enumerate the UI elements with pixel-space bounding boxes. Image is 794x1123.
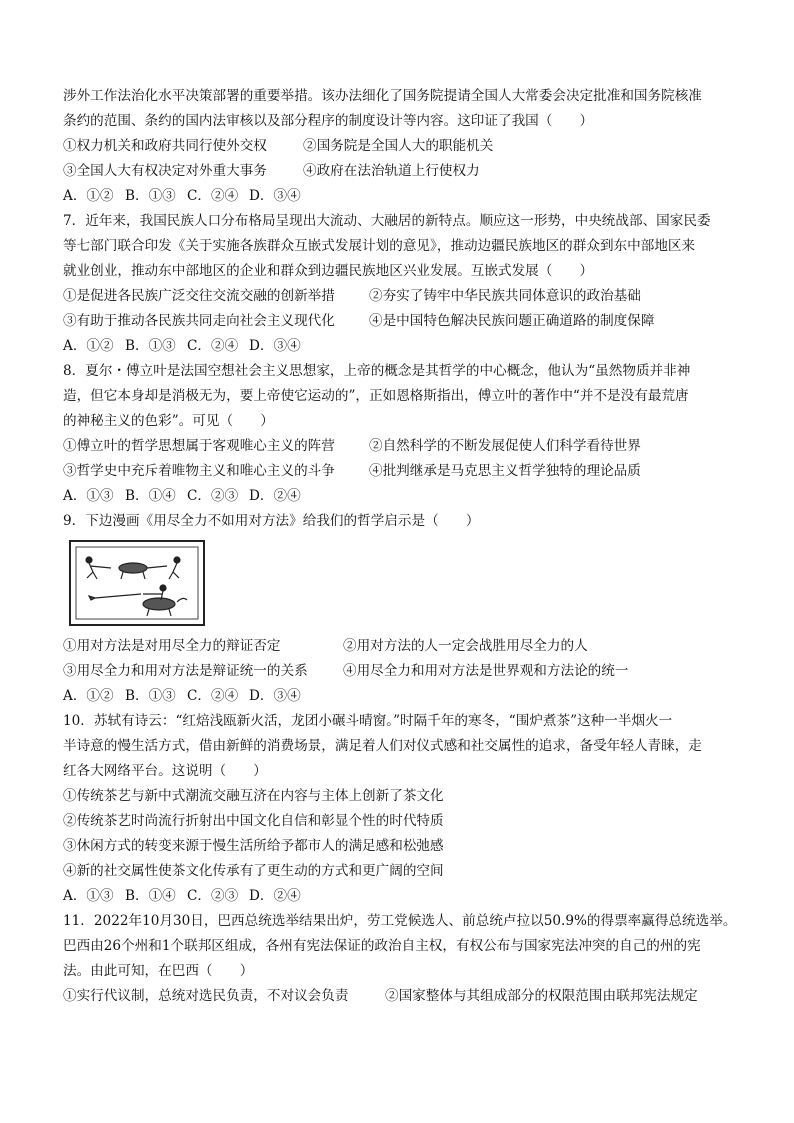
- q9-options-row-2: [63, 659, 743, 684]
- q7-choice-c[interactable]: C．②④: [187, 338, 239, 354]
- q9-options-row-1: [63, 634, 743, 659]
- q10-option-3: ③休闲方式的转变来源于慢生活所给予都市人的满足感和松弛感: [63, 838, 444, 854]
- q9-choice-d[interactable]: D．③④: [249, 688, 301, 704]
- q7-stem-line-3: 就业创业，推动东中部地区的企业和群众到边疆民族地区兴业发展。互嵌式发展（ ）: [63, 263, 594, 279]
- q7-choice-a[interactable]: A．①②: [63, 338, 114, 354]
- q11-option-1: ①实行代议制，总统对选民负责，不对议会负责: [63, 988, 349, 1004]
- q7-answer-choices: [63, 334, 743, 359]
- q6-choice-b[interactable]: B．①③: [125, 188, 176, 204]
- q7-stem-line-1: 7．近年来，我国民族人口分布格局呈现出大流动、大融居的新特点。顺应这一形势，中央统战部、国家民委: [63, 213, 711, 229]
- q8-option-4: ④批判继承是马克思主义哲学独特的理论品质: [369, 463, 641, 479]
- q10-stem-line-1: 10．苏轼有诗云：“红焙浅瓯新火活，龙团小碾斗晴窗。”时隔千年的寒冬，“围炉煮茶”这种一半烟火一: [63, 713, 673, 729]
- cartoon-figure: [69, 540, 205, 626]
- q6-options-row-1: [63, 134, 743, 159]
- q6-answer-choices: [63, 184, 743, 209]
- q7-option-1: ①是促进各民族广泛交往交流交融的创新举措: [63, 288, 335, 304]
- q7-option-2: ②夯实了铸牢中华民族共同体意识的政治基础: [369, 288, 641, 304]
- q11-stem-line-2: 巴西由26个州和1个联邦区组成，各州有宪法保证的政治自主权，有权公布与国家宪法冲突的自己的州的宪: [63, 938, 701, 954]
- q10-answer-choices: [63, 884, 743, 909]
- q10-choice-a[interactable]: A．①③: [63, 888, 114, 904]
- q9-stem-line-1: 9．下边漫画《用尽全力不如用对方法》给我们的哲学启示是（ ）: [63, 513, 480, 529]
- q6-choice-d[interactable]: D．③④: [249, 188, 301, 204]
- q8-options-row-1: [63, 434, 743, 459]
- q10-choice-d[interactable]: D．②④: [249, 888, 301, 904]
- q9-answer-choices: [63, 684, 743, 709]
- q8-option-1: ①傅立叶的哲学思想属于客观唯心主义的阵营: [63, 438, 335, 454]
- q9-option-4: ④用尽全力和用对方法是世界观和方法论的统一: [343, 663, 629, 679]
- exam-page: [63, 84, 743, 1009]
- q8-option-2: ②自然科学的不断发展促使人们科学看待世界: [369, 438, 641, 454]
- q7-options-row-1: [63, 284, 743, 309]
- q8-choice-a[interactable]: A．①③: [63, 488, 114, 504]
- q9-choice-c[interactable]: C．②④: [187, 688, 239, 704]
- q6-choice-c[interactable]: C．②④: [187, 188, 239, 204]
- q9-option-2: ②用对方法的人一定会战胜用尽全力的人: [343, 638, 588, 654]
- q8-stem-line-2: 造，但它本身却是消极无为，要上帝使它运动的”，正如恩格斯指出，傅立叶的著作中“并不是没有最荒唐: [63, 388, 689, 404]
- q6-choice-a[interactable]: A．①②: [63, 188, 114, 204]
- q9-choice-b[interactable]: B．①③: [125, 688, 176, 704]
- q6-stem-line-1: 涉外工作法治化水平决策部署的重要举措。该办法细化了国务院提请全国人大常委会决定批准和国务院核准: [63, 88, 702, 104]
- cartoon-drawing: [71, 542, 203, 624]
- q8-options-row-2: [63, 459, 743, 484]
- q10-option-4: ④新的社交属性使茶文化传承有了更生动的方式和更广阔的空间: [63, 863, 444, 879]
- q11-stem-line-3: 法。由此可知，在巴西（ ）: [63, 963, 254, 979]
- q10-choice-b[interactable]: B．①④: [125, 888, 176, 904]
- q7-option-3: ③有助于推动各民族共同走向社会主义现代化: [63, 313, 335, 329]
- q8-answer-choices: [63, 484, 743, 509]
- q6-options-row-2: [63, 159, 743, 184]
- q8-choice-b[interactable]: B．①④: [125, 488, 176, 504]
- q10-stem-line-3: 红各大网络平台。这说明（ ）: [63, 763, 267, 779]
- q6-option-4: ④政府在法治轨道上行使权力: [303, 163, 480, 179]
- q6-option-3: ③全国人大有权决定对外重大事务: [63, 163, 267, 179]
- q10-stem-line-2: 半诗意的慢生活方式，借由新鲜的消费场景，满足着人们对仪式感和社交属性的追求，备受年轻人青睐，走: [63, 738, 702, 754]
- q6-option-1: ①权力机关和政府共同行使外交权: [63, 138, 267, 154]
- q9-option-1: ①用对方法是对用尽全力的辩证否定: [63, 638, 281, 654]
- q8-choice-d[interactable]: D．②④: [249, 488, 301, 504]
- q7-option-4: ④是中国特色解决民族问题正确道路的制度保障: [369, 313, 655, 329]
- q6-stem-line-2: 条约的范围、条约的国内法审核以及部分程序的制度设计等内容。这印证了我国（ ）: [63, 113, 594, 129]
- q8-choice-c[interactable]: C．②③: [187, 488, 239, 504]
- q10-option-2: ②传统茶艺时尚流行折射出中国文化自信和彰显个性的时代特质: [63, 813, 444, 829]
- q10-option-1: ①传统茶艺与新中式潮流交融互济在内容与主体上创新了茶文化: [63, 788, 444, 804]
- q7-choice-d[interactable]: D．③④: [249, 338, 301, 354]
- q8-stem-line-3: 的神秘主义的色彩”。可见（ ）: [63, 413, 274, 429]
- q11-option-2: ②国家整体与其组成部分的权限范围由联邦宪法规定: [385, 988, 698, 1004]
- q7-choice-b[interactable]: B．①③: [125, 338, 176, 354]
- q6-option-2: ②国务院是全国人大的职能机关: [303, 138, 494, 154]
- q11-stem-line-1: 11．2022年10月30日，巴西总统选举结果出炉，劳工党候选人、前总统卢拉以50.9%的得票率赢得总统选举。: [63, 913, 737, 929]
- q7-stem-line-2: 等七部门联合印发《关于实施各族群众互嵌式发展计划的意见》，推动边疆民族地区的群众到东中部地区来: [63, 238, 696, 254]
- q7-options-row-2: [63, 309, 743, 334]
- q10-choice-c[interactable]: C．②③: [187, 888, 239, 904]
- q9-choice-a[interactable]: A．①②: [63, 688, 114, 704]
- q11-options-row-1: [63, 984, 743, 1009]
- q9-option-3: ③用尽全力和用对方法是辩证统一的关系: [63, 663, 308, 679]
- q8-option-3: ③哲学史中充斥着唯物主义和唯心主义的斗争: [63, 463, 335, 479]
- q8-stem-line-1: 8．夏尔・傅立叶是法国空想社会主义思想家，上帝的概念是其哲学的中心概念，他认为“虽然物质并非神: [63, 363, 691, 379]
